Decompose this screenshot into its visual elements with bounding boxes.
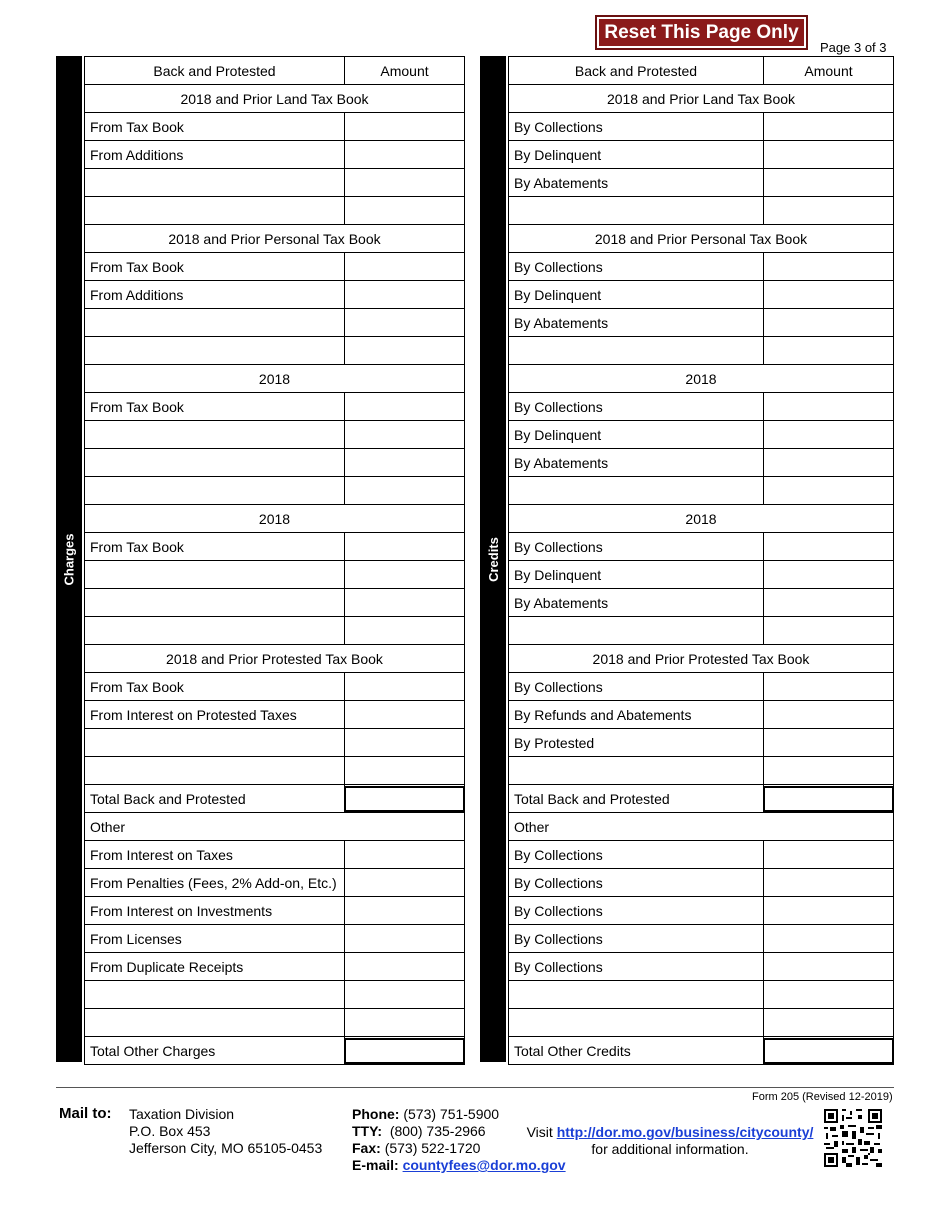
- address-line: Jefferson City, MO 65105-0453: [129, 1140, 323, 1156]
- section-heading: 2018: [85, 505, 465, 533]
- amount-field[interactable]: [764, 729, 894, 757]
- blank-label-cell[interactable]: [85, 477, 345, 505]
- row-label-total-back-and-protested: Total Back and Protested: [509, 785, 764, 813]
- amount-field[interactable]: [345, 197, 465, 225]
- credits-header-amount: Amount: [764, 57, 894, 85]
- blank-label-cell[interactable]: [509, 617, 764, 645]
- charges-header-label: Back and Protested: [85, 57, 345, 85]
- charges-line-row: [85, 477, 465, 505]
- row-label-by-collections: By Collections: [509, 897, 764, 925]
- credits-line-row: [509, 253, 894, 281]
- charges-line-row: [85, 673, 465, 701]
- row-label-total-other-credits: Total Other Credits: [509, 1037, 764, 1065]
- row-label-by-delinquent: By Delinquent: [509, 141, 764, 169]
- amount-field[interactable]: [764, 981, 894, 1009]
- credits-line-row: [509, 169, 894, 197]
- charges-line-row: [85, 869, 465, 897]
- form-id: Form 205 (Revised 12-2019): [752, 1091, 893, 1103]
- row-label-from-duplicate-receipts: From Duplicate Receipts: [85, 953, 345, 981]
- charges-line-row: [85, 113, 465, 141]
- section-heading: 2018 and Prior Personal Tax Book: [85, 225, 465, 253]
- amount-field[interactable]: [345, 561, 465, 589]
- amount-field[interactable]: [345, 701, 465, 729]
- amount-field[interactable]: [764, 561, 894, 589]
- credits-line-row: [509, 141, 894, 169]
- section-heading: 2018: [85, 365, 465, 393]
- tty-label: TTY:: [352, 1123, 383, 1139]
- amount-field[interactable]: [764, 589, 894, 617]
- page-indicator: Page 3 of 3: [820, 40, 887, 55]
- total-amount-box[interactable]: [764, 1038, 894, 1064]
- row-label-by-collections: By Collections: [509, 673, 764, 701]
- credits-line-row: [509, 869, 894, 897]
- credits-line-row: [509, 113, 894, 141]
- section-heading: 2018 and Prior Protested Tax Book: [509, 645, 894, 673]
- fax-label: Fax:: [352, 1140, 381, 1156]
- blank-label-cell[interactable]: [85, 617, 345, 645]
- credits-side-label: Credits: [485, 536, 501, 582]
- charges-header-row: [85, 57, 465, 85]
- row-label-by-delinquent: By Delinquent: [509, 561, 764, 589]
- amount-field[interactable]: [764, 337, 894, 365]
- charges-line-row: [85, 141, 465, 169]
- credits-line-row: [509, 673, 894, 701]
- amount-field[interactable]: [764, 197, 894, 225]
- charges-line-row: [85, 757, 465, 785]
- credits-line-row: [509, 701, 894, 729]
- blank-label-cell[interactable]: [85, 309, 345, 337]
- phone-label: Phone:: [352, 1106, 400, 1122]
- row-label-by-collections: By Collections: [509, 253, 764, 281]
- amount-field[interactable]: [345, 281, 465, 309]
- credits-side-bar: [480, 56, 506, 1062]
- blank-label-cell[interactable]: [85, 449, 345, 477]
- credits-line-row: [509, 897, 894, 925]
- row-label-by-delinquent: By Delinquent: [509, 281, 764, 309]
- amount-field[interactable]: [345, 169, 465, 197]
- amount-field[interactable]: [764, 757, 894, 785]
- row-label-by-collections: By Collections: [509, 953, 764, 981]
- amount-field[interactable]: [345, 757, 465, 785]
- mailing-address: [129, 1106, 322, 1157]
- amount-field[interactable]: [764, 673, 894, 701]
- row-label-from-tax-book: From Tax Book: [85, 253, 345, 281]
- credits-section-row: [509, 505, 894, 533]
- credits-line-row: [509, 953, 894, 981]
- blank-label-cell[interactable]: [509, 1009, 764, 1037]
- credits-line-row: [509, 561, 894, 589]
- section-heading: Other: [85, 813, 465, 841]
- amount-field[interactable]: [764, 113, 894, 141]
- charges-section-row: [85, 85, 465, 113]
- amount-field[interactable]: [764, 953, 894, 981]
- credits-line-row: [509, 981, 894, 1009]
- amount-field[interactable]: [345, 673, 465, 701]
- blank-label-cell[interactable]: [509, 981, 764, 1009]
- charges-line-row: [85, 281, 465, 309]
- charges-line-row: [85, 197, 465, 225]
- blank-label-cell[interactable]: [85, 729, 345, 757]
- amount-field[interactable]: [345, 617, 465, 645]
- charges-total-row: [85, 785, 465, 813]
- amount-field[interactable]: [764, 141, 894, 169]
- amount-field[interactable]: [345, 113, 465, 141]
- row-label-by-abatements: By Abatements: [509, 449, 764, 477]
- charges-section-row: [85, 813, 465, 841]
- amount-field[interactable]: [764, 897, 894, 925]
- website-link[interactable]: http://dor.mo.gov/business/citycounty/: [556, 1124, 814, 1140]
- credits-line-row: [509, 309, 894, 337]
- amount-field[interactable]: [345, 141, 465, 169]
- row-label-from-tax-book: From Tax Book: [85, 393, 345, 421]
- row-label-from-tax-book: From Tax Book: [85, 533, 345, 561]
- credits-line-row: [509, 729, 894, 757]
- charges-total-row: [85, 1037, 465, 1065]
- amount-field[interactable]: [345, 393, 465, 421]
- credits-line-row: [509, 393, 894, 421]
- credits-line-row: [509, 281, 894, 309]
- address-line: P.O. Box 453: [129, 1123, 211, 1139]
- row-label-by-abatements: By Abatements: [509, 169, 764, 197]
- email-label: E-mail:: [352, 1157, 399, 1173]
- charges-line-row: [85, 617, 465, 645]
- amount-field[interactable]: [764, 309, 894, 337]
- row-label-from-tax-book: From Tax Book: [85, 673, 345, 701]
- amount-field[interactable]: [345, 253, 465, 281]
- amount-field[interactable]: [345, 925, 465, 953]
- amount-field[interactable]: [345, 421, 465, 449]
- row-label-by-protested: By Protested: [509, 729, 764, 757]
- total-amount-box[interactable]: [345, 786, 465, 812]
- row-label-by-collections: By Collections: [509, 533, 764, 561]
- amount-field[interactable]: [764, 1009, 894, 1037]
- charges-section-row: [85, 225, 465, 253]
- credits-line-row: [509, 197, 894, 225]
- row-label-from-additions: From Additions: [85, 141, 345, 169]
- charges-line-row: [85, 309, 465, 337]
- credits-line-row: [509, 757, 894, 785]
- credits-total-row: [509, 785, 894, 813]
- amount-field[interactable]: [764, 477, 894, 505]
- tty-number: (800) 735-2966: [389, 1123, 486, 1139]
- section-heading: 2018 and Prior Protested Tax Book: [85, 645, 465, 673]
- total-amount-field[interactable]: [345, 1037, 465, 1065]
- charges-header-amount: Amount: [345, 57, 465, 85]
- row-label-from-licenses: From Licenses: [85, 925, 345, 953]
- blank-label-cell[interactable]: [509, 197, 764, 225]
- amount-field[interactable]: [764, 281, 894, 309]
- amount-field[interactable]: [764, 421, 894, 449]
- credits-header-label: Back and Protested: [509, 57, 764, 85]
- amount-field[interactable]: [345, 841, 465, 869]
- blank-label-cell[interactable]: [85, 197, 345, 225]
- credits-line-row: [509, 841, 894, 869]
- row-label-by-collections: By Collections: [509, 393, 764, 421]
- amount-field[interactable]: [345, 477, 465, 505]
- qr-code-icon: [824, 1109, 882, 1167]
- charges-section-row: [85, 505, 465, 533]
- charges-side-label: Charges: [61, 532, 77, 586]
- row-label-total-other-charges: Total Other Charges: [85, 1037, 345, 1065]
- amount-field[interactable]: [345, 449, 465, 477]
- charges-line-row: [85, 533, 465, 561]
- visit-prefix: Visit: [526, 1124, 553, 1140]
- amount-field[interactable]: [345, 309, 465, 337]
- charges-line-row: [85, 253, 465, 281]
- credits-line-row: [509, 421, 894, 449]
- amount-field[interactable]: [345, 897, 465, 925]
- blank-label-cell[interactable]: [85, 561, 345, 589]
- amount-field[interactable]: [345, 533, 465, 561]
- credits-section-row: [509, 365, 894, 393]
- credits-section-row: [509, 85, 894, 113]
- charges-table: [84, 56, 465, 1065]
- total-amount-box[interactable]: [764, 786, 894, 812]
- credits-line-row: [509, 449, 894, 477]
- charges-line-row: [85, 729, 465, 757]
- credits-line-row: [509, 617, 894, 645]
- blank-label-cell[interactable]: [85, 981, 345, 1009]
- amount-field[interactable]: [764, 533, 894, 561]
- blank-label-cell[interactable]: [85, 1009, 345, 1037]
- charges-line-row: [85, 337, 465, 365]
- charges-line-row: [85, 393, 465, 421]
- total-amount-field[interactable]: [764, 785, 894, 813]
- charges-line-row: [85, 449, 465, 477]
- total-amount-field[interactable]: [345, 785, 465, 813]
- row-label-from-tax-book: From Tax Book: [85, 113, 345, 141]
- blank-label-cell[interactable]: [509, 477, 764, 505]
- charges-line-row: [85, 169, 465, 197]
- charges-line-row: [85, 897, 465, 925]
- charges-line-row: [85, 1009, 465, 1037]
- charges-section-row: [85, 365, 465, 393]
- row-label-by-collections: By Collections: [509, 869, 764, 897]
- email-link[interactable]: countyfees@dor.mo.gov: [402, 1157, 566, 1173]
- charges-line-row: [85, 561, 465, 589]
- amount-field[interactable]: [764, 617, 894, 645]
- blank-label-cell[interactable]: [85, 169, 345, 197]
- blank-label-cell[interactable]: [85, 589, 345, 617]
- credits-section-row: [509, 225, 894, 253]
- credits-line-row: [509, 1009, 894, 1037]
- amount-field[interactable]: [345, 869, 465, 897]
- amount-field[interactable]: [345, 981, 465, 1009]
- row-label-by-collections: By Collections: [509, 113, 764, 141]
- footer-divider: [56, 1087, 894, 1088]
- row-label-from-interest-on-investments: From Interest on Investments: [85, 897, 345, 925]
- amount-field[interactable]: [345, 589, 465, 617]
- charges-side-bar: [56, 56, 82, 1062]
- row-label-by-refunds-and-abatements: By Refunds and Abatements: [509, 701, 764, 729]
- visit-info: [520, 1124, 820, 1158]
- credits-line-row: [509, 337, 894, 365]
- section-heading: 2018 and Prior Personal Tax Book: [509, 225, 894, 253]
- charges-line-row: [85, 953, 465, 981]
- address-line: Taxation Division: [129, 1106, 235, 1122]
- amount-field[interactable]: [764, 841, 894, 869]
- blank-label-cell[interactable]: [509, 337, 764, 365]
- amount-field[interactable]: [764, 169, 894, 197]
- blank-label-cell[interactable]: [85, 757, 345, 785]
- charges-section-row: [85, 645, 465, 673]
- row-label-from-interest-on-taxes: From Interest on Taxes: [85, 841, 345, 869]
- charges-line-row: [85, 981, 465, 1009]
- blank-label-cell[interactable]: [509, 757, 764, 785]
- charges-line-row: [85, 925, 465, 953]
- fax-number: (573) 522-1720: [384, 1140, 481, 1156]
- section-heading: 2018: [509, 365, 894, 393]
- credits-line-row: [509, 925, 894, 953]
- row-label-by-collections: By Collections: [509, 841, 764, 869]
- credits-section-row: [509, 813, 894, 841]
- amount-field[interactable]: [764, 869, 894, 897]
- amount-field[interactable]: [764, 925, 894, 953]
- total-amount-field[interactable]: [764, 1037, 894, 1065]
- section-heading: Other: [509, 813, 894, 841]
- amount-field[interactable]: [345, 729, 465, 757]
- amount-field[interactable]: [764, 449, 894, 477]
- charges-line-row: [85, 589, 465, 617]
- charges-line-row: [85, 841, 465, 869]
- amount-field[interactable]: [345, 1009, 465, 1037]
- blank-label-cell[interactable]: [85, 421, 345, 449]
- section-heading: 2018 and Prior Land Tax Book: [509, 85, 894, 113]
- row-label-by-delinquent: By Delinquent: [509, 421, 764, 449]
- amount-field[interactable]: [764, 253, 894, 281]
- charges-line-row: [85, 421, 465, 449]
- credits-line-row: [509, 477, 894, 505]
- row-label-from-interest-on-protested-taxes: From Interest on Protested Taxes: [85, 701, 345, 729]
- row-label-by-abatements: By Abatements: [509, 589, 764, 617]
- credits-header-row: [509, 57, 894, 85]
- row-label-total-back-and-protested: Total Back and Protested: [85, 785, 345, 813]
- section-heading: 2018: [509, 505, 894, 533]
- reset-page-button[interactable]: Reset This Page Only: [597, 17, 806, 48]
- amount-field[interactable]: [764, 701, 894, 729]
- credits-section-row: [509, 645, 894, 673]
- credits-total-row: [509, 1037, 894, 1065]
- blank-label-cell[interactable]: [85, 337, 345, 365]
- amount-field[interactable]: [345, 337, 465, 365]
- row-label-by-collections: By Collections: [509, 925, 764, 953]
- amount-field[interactable]: [764, 393, 894, 421]
- credits-line-row: [509, 589, 894, 617]
- amount-field[interactable]: [345, 953, 465, 981]
- row-label-from-additions: From Additions: [85, 281, 345, 309]
- row-label-from-penalties-fees-2-add-on-etc: From Penalties (Fees, 2% Add-on, Etc.): [85, 869, 345, 897]
- phone-number: (573) 751-5900: [403, 1106, 500, 1122]
- charges-line-row: [85, 701, 465, 729]
- mail-to-label: Mail to:: [59, 1105, 112, 1122]
- total-amount-box[interactable]: [345, 1038, 465, 1064]
- credits-table: [508, 56, 894, 1065]
- credits-line-row: [509, 533, 894, 561]
- visit-suffix: for additional information.: [591, 1141, 749, 1157]
- section-heading: 2018 and Prior Land Tax Book: [85, 85, 465, 113]
- row-label-by-abatements: By Abatements: [509, 309, 764, 337]
